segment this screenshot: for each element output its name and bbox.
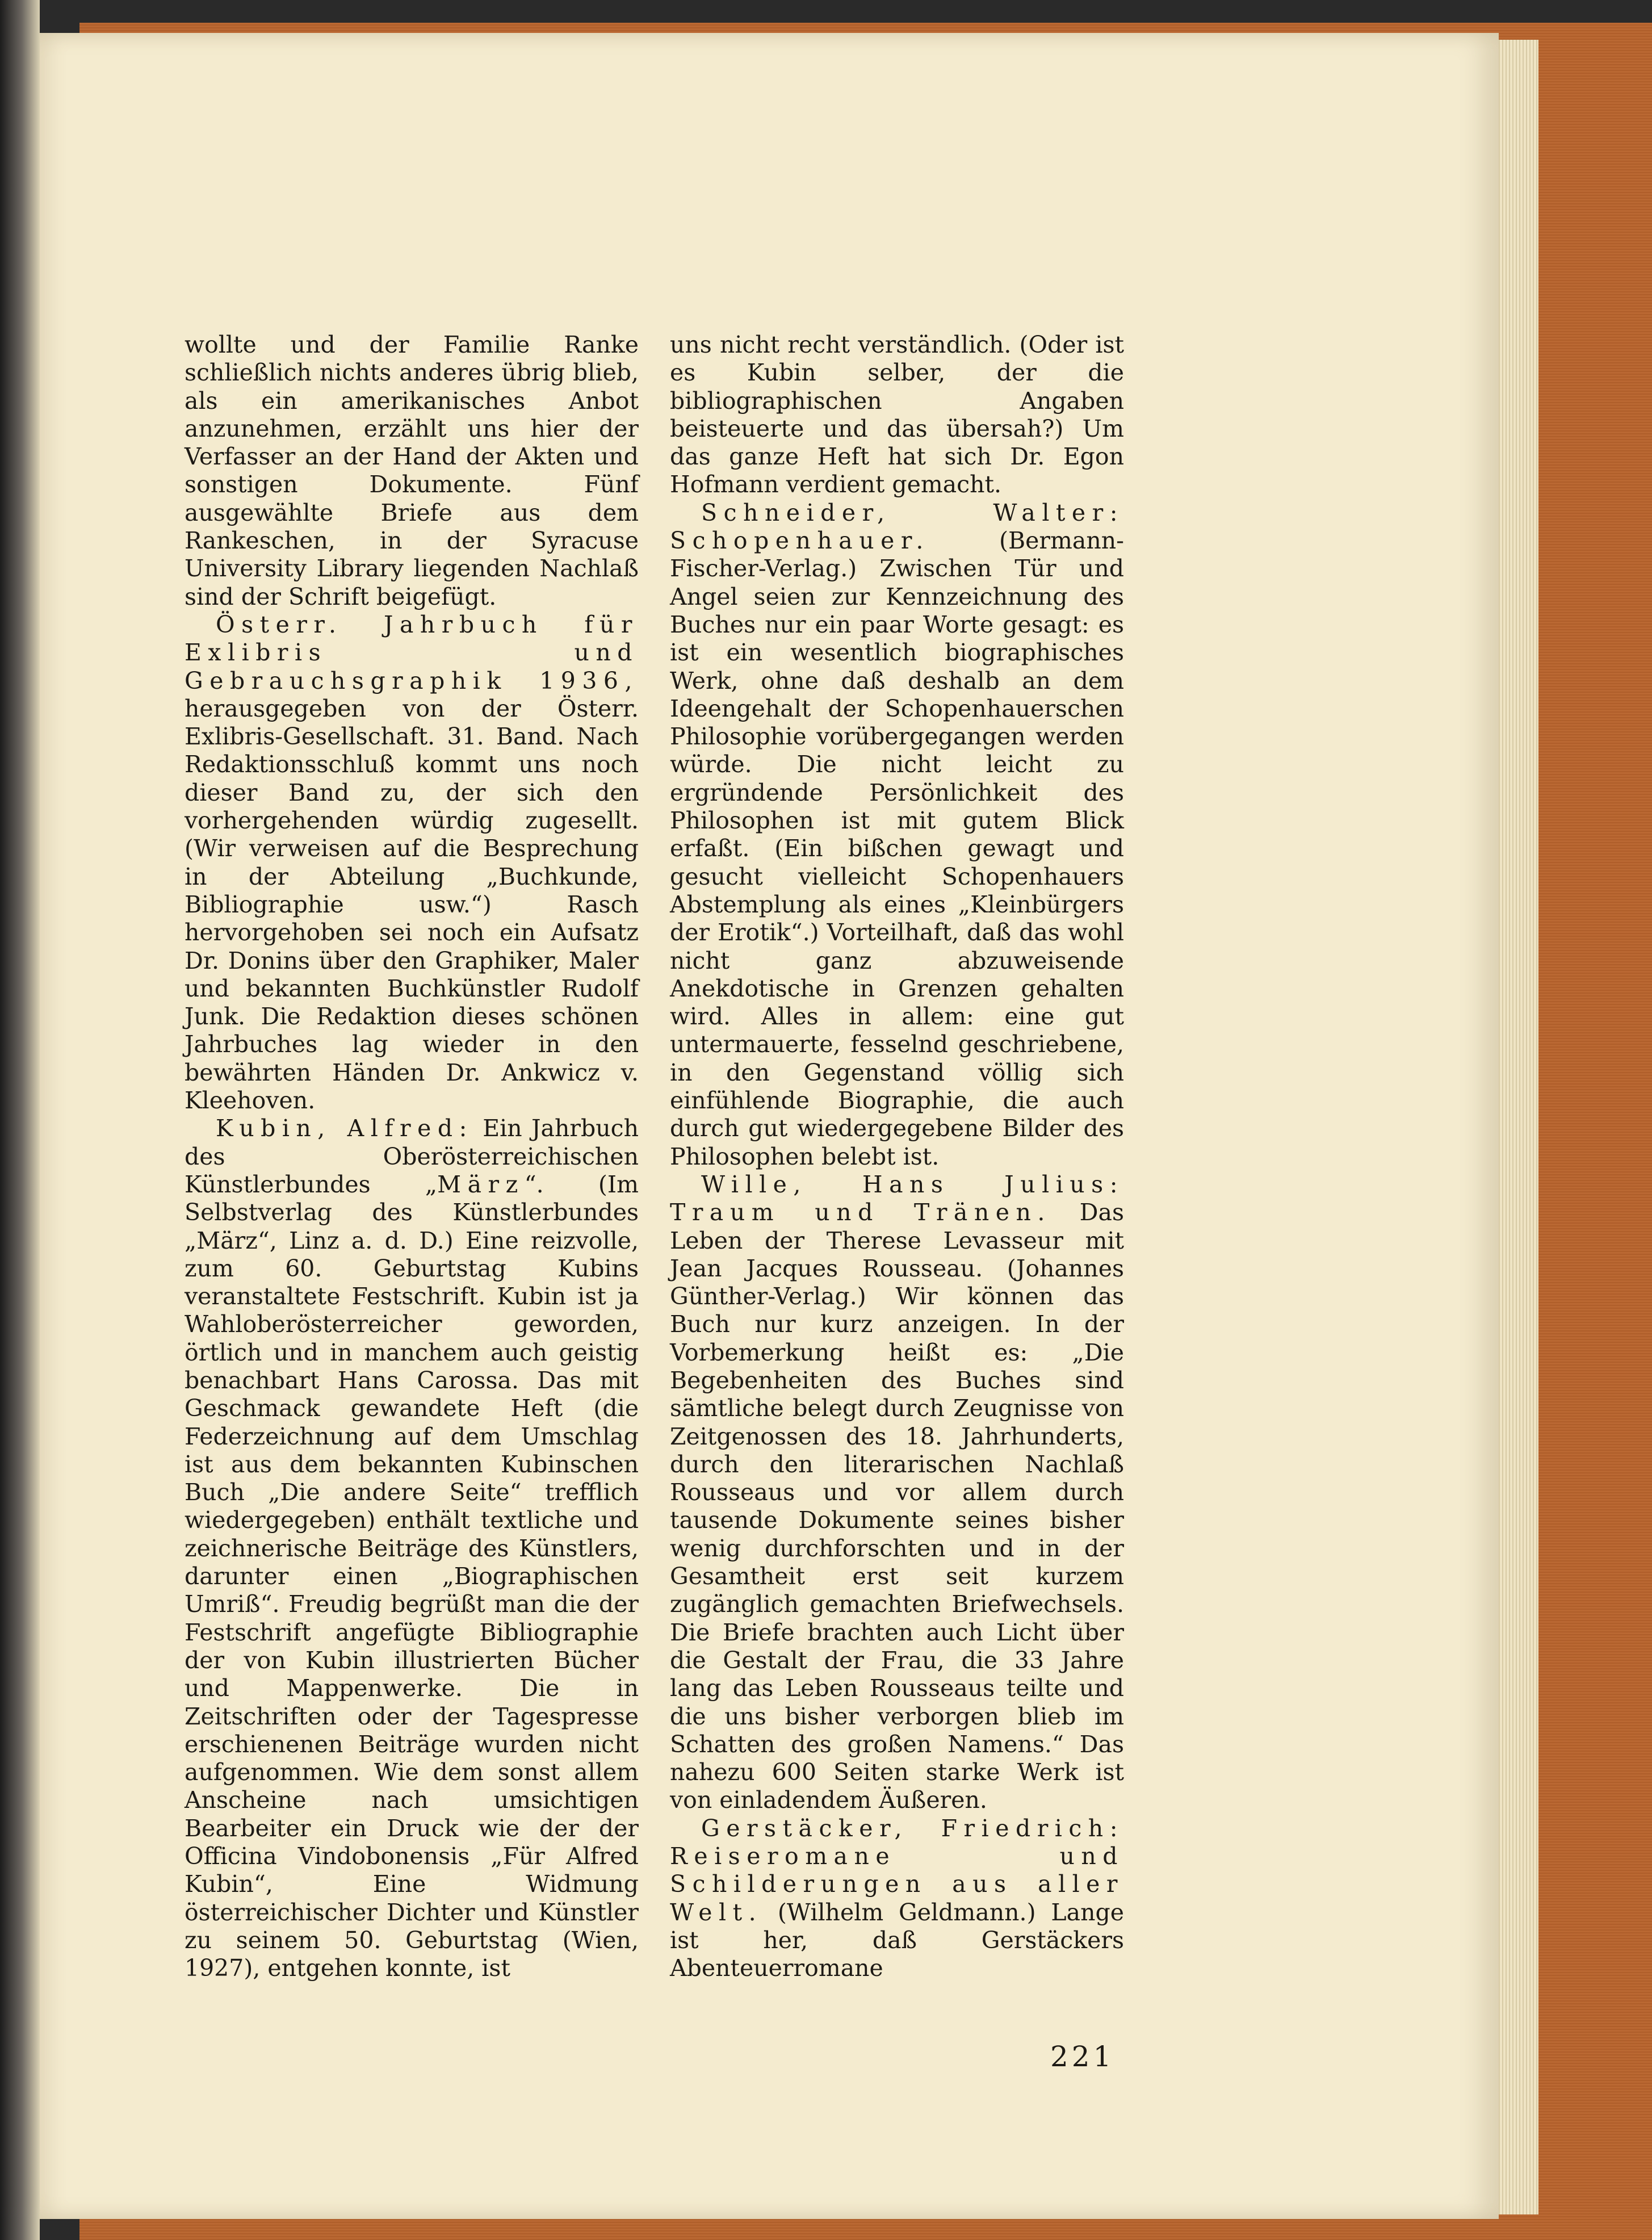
- right-column: [670, 331, 1124, 1983]
- entry-title: Kubin, Alfred:: [216, 1115, 473, 1142]
- entry-body-rest: “. (Im Selbstverlag des Künstlerbundes „März“, Linz a. d. D.) Eine reizvolle, zum 60. Geburtstag Kubins veranstaltete Festschrift. Kubin ist ja Wahloberösterreicher geworden, örtlich und in manchem auch geistig benachbart Hans Carossa. Das mit Geschmack gewandete Heft (die Federzeichnung auf dem Umschlag ist aus dem bekannten Kubinschen Buch „Die andere Seite“ trefflich wiedergegeben) enthält textliche und zeichnerische Beiträge des Künstlers, darunter einen „Biographischen Umriß“. Freudig begrüßt man die der Festschrift angefügte Bibliographie der von Kubin illustrierten Bücher und Mappenwerke. Die in Zeitschriften oder der Tagespresse erschienenen Beiträge wurden nicht aufgenommen. Wie dem sonst allem Anscheine nach umsichtigen Bearbeiter ein Druck wie der der Officina Vindobonensis „Für Alfred Kubin“, Eine Widmung österreichischer Dichter und Künstler zu seinem 50. Geburtstag (Wien, 1927), entgehen konnte, ist: [185, 1170, 639, 1982]
- left-column: [185, 331, 639, 1983]
- entry-title: Wille, Hans Julius: Traum und Tränen.: [670, 1170, 1124, 1226]
- review-schneider: [670, 499, 1124, 1171]
- paragraph-kubin-continued: uns nicht recht verständlich. (Oder ist es Kubin selber, der die bibliographischen Angaben beisteuerte und das übersah?) Um das ganze Heft hat sich Dr. Egon Hofmann verdient gemacht.: [670, 331, 1124, 499]
- previous-page-edge: [0, 0, 40, 2240]
- entry-body: (Bermann-Fischer-Verlag.) Zwischen Tür und Angel seien zur Kennzeichnung des Buches nur ein paar Worte gesagt: es ist ein wesentlich biographisches Werk, ohne daß deshalb an dem Ideengehalt der Schopenhauerschen Philosophie vorübergegangen werden würde. Die nicht leicht zu ergründende Persönlichkeit des Philosophen ist mit gutem Blick erfaßt. (Ein bißchen gewagt und gesucht vielleicht Schopenhauers Abstemplung als eines „Kleinbürgers der Erotik“.) Vorteilhaft, daß das wohl nicht ganz abzuweisende Anekdotische in Grenzen gehalten wird. Alles in allem: eine gut untermauerte, fesselnd geschriebene, in den Gegenstand völlig sich einfühlende Biographie, die auch durch gut wiedergegebene Bilder des Philosophen belebt ist.: [670, 527, 1124, 1170]
- entry-title: Österr. Jahrbuch für Exlibris und Gebrauchsgraphik 1936,: [185, 610, 639, 694]
- page-number: 221: [1050, 2040, 1115, 2073]
- entry-title: Schneider, Walter: Schopenhauer.: [670, 499, 1124, 555]
- entry-body: Ein Jahrbuch des Oberösterreichischen Künstlerbundes „: [185, 1115, 639, 1198]
- entry-title: Gerstäcker, Friedrich: Reiseromane und Schilderungen aus aller Welt.: [670, 1814, 1124, 1926]
- review-kubin: [185, 1115, 639, 1982]
- entry-body: Das Leben der Therese Levasseur mit Jean Jacques Rousseau. (Johannes Günther-Verlag.) Wir können das Buch nur kurz anzeigen. In der Vorbemerkung heißt es: „Die Begebenheiten des Buches sind sämtliche belegt durch Zeugnisse von Zeitgenossen des 18. Jahrhunderts, durch den literarischen Nachlaß Rousseaus und vor allem durch tausende Dokumente seines bisher wenig durchforschten und in der Gesamtheit erst seit kurzem zugänglich gemachten Briefwechsels. Die Briefe brachten auch Licht über die Gestalt der Frau, die 33 Jahre lang das Leben Rousseaus teilte und die uns bisher verborgen blieb im Schatten des großen Namens.“ Das nahezu 600 Seiten starke Werk ist von einladendem Äußeren.: [670, 1199, 1124, 1814]
- review-gerstaecker: [670, 1815, 1124, 1983]
- review-wille: [670, 1171, 1124, 1815]
- book-page: [40, 33, 1499, 2219]
- review-exlibris-jahrbuch: [185, 611, 639, 1115]
- entry-body: herausgegeben von der Österr. Exlibris-Gesellschaft. 31. Band. Nach Redaktionsschluß kommt uns noch dieser Band zu, der sich den vorhergehenden würdig zugesellt. (Wir verweisen auf die Besprechung in der Abteilung „Buchkunde, Bibliographie usw.“) Rasch hervorgehoben sei noch ein Aufsatz Dr. Donins über den Graphiker, Maler und bekannten Buchkünstler Rudolf Junk. Die Redaktion dieses schönen Jahrbuches lag wieder in den bewährten Händen Dr. Ankwicz v. Kleehoven.: [185, 694, 639, 1115]
- entry-highlight: März: [437, 1170, 525, 1198]
- entry-body: (Wilhelm Geldmann.) Lange ist her, daß Gerstäckers Abenteuerromane: [670, 1898, 1124, 1982]
- paragraph-ranke-continued: wollte und der Familie Ranke schließlich nichts anderes übrig blieb, als ein amerikanisches Anbot anzunehmen, erzählt uns hier der Verfasser an der Hand der Akten und sonstigen Dokumente. Fünf ausgewählte Briefe aus dem Rankeschen, in der Syracuse University Library liegenden Nachlaß sind der Schrift beigefügt.: [185, 331, 639, 610]
